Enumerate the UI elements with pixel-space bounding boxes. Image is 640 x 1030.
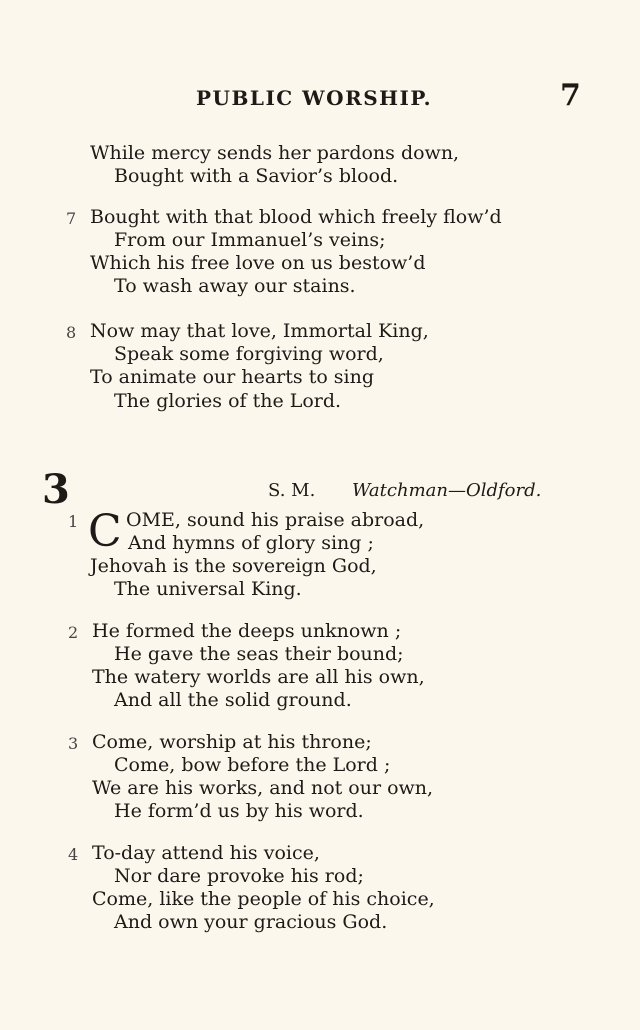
drop-cap: C [88,506,122,557]
verse-line: We are his works, and not our own, [92,777,434,799]
verse-line: And own your gracious God. [114,911,388,933]
verse-line: Bought with a Savior’s blood. [114,165,399,187]
verse-line: Come, worship at his throne; [92,731,372,753]
verse-line: Nor dare provoke his rod; [114,865,364,887]
verse-line: The universal King. [114,578,302,600]
verse-line: He gave the seas their bound; [114,643,404,665]
verse-line: Jehovah is the sovereign God, [90,555,377,577]
verse-line: Now may that love, Immortal King, [90,320,429,342]
verse-line: Which his free love on us bestow’d [90,252,426,274]
verse-number: 8 [66,323,77,342]
verse-line: And hymns of glory sing ; [128,532,374,554]
verse-line: The watery worlds are all his own, [92,666,425,688]
verse-line: Come, bow before the Lord ; [114,754,391,776]
verse-number: 1 [68,512,79,531]
verse-line: He formed the deeps unknown ; [92,620,402,642]
hymn-tunes: Watchman—Oldford. [352,480,542,501]
verse-line: He form’d us by his word. [114,800,364,822]
verse-line: And all the solid ground. [114,689,352,711]
verse-line: OME, sound his praise abroad, [126,509,425,531]
verse-line: From our Immanuel’s veins; [114,229,386,251]
verse-line: Come, like the people of his choice, [92,888,435,910]
verse-line: To animate our hearts to sing [90,366,375,388]
verse-number: 4 [68,845,79,864]
verse-number: 7 [66,209,77,228]
hymn-meter: S. M. [268,480,316,501]
verse-line: Bought with that blood which freely flow’d [90,206,502,228]
verse-line: To wash away our stains. [114,275,356,297]
verse-line: The glories of the Lord. [114,390,342,412]
verse-line: Speak some forgiving word, [114,343,384,365]
running-head: PUBLIC WORSHIP. [196,86,433,110]
page-number: 7 [560,78,581,113]
verse-line: While mercy sends her pardons down, [90,142,460,164]
verse-line: To-day attend his voice, [92,842,320,864]
hymn-number: 3 [42,466,70,513]
verse-number: 2 [68,623,79,642]
verse-number: 3 [68,734,79,753]
